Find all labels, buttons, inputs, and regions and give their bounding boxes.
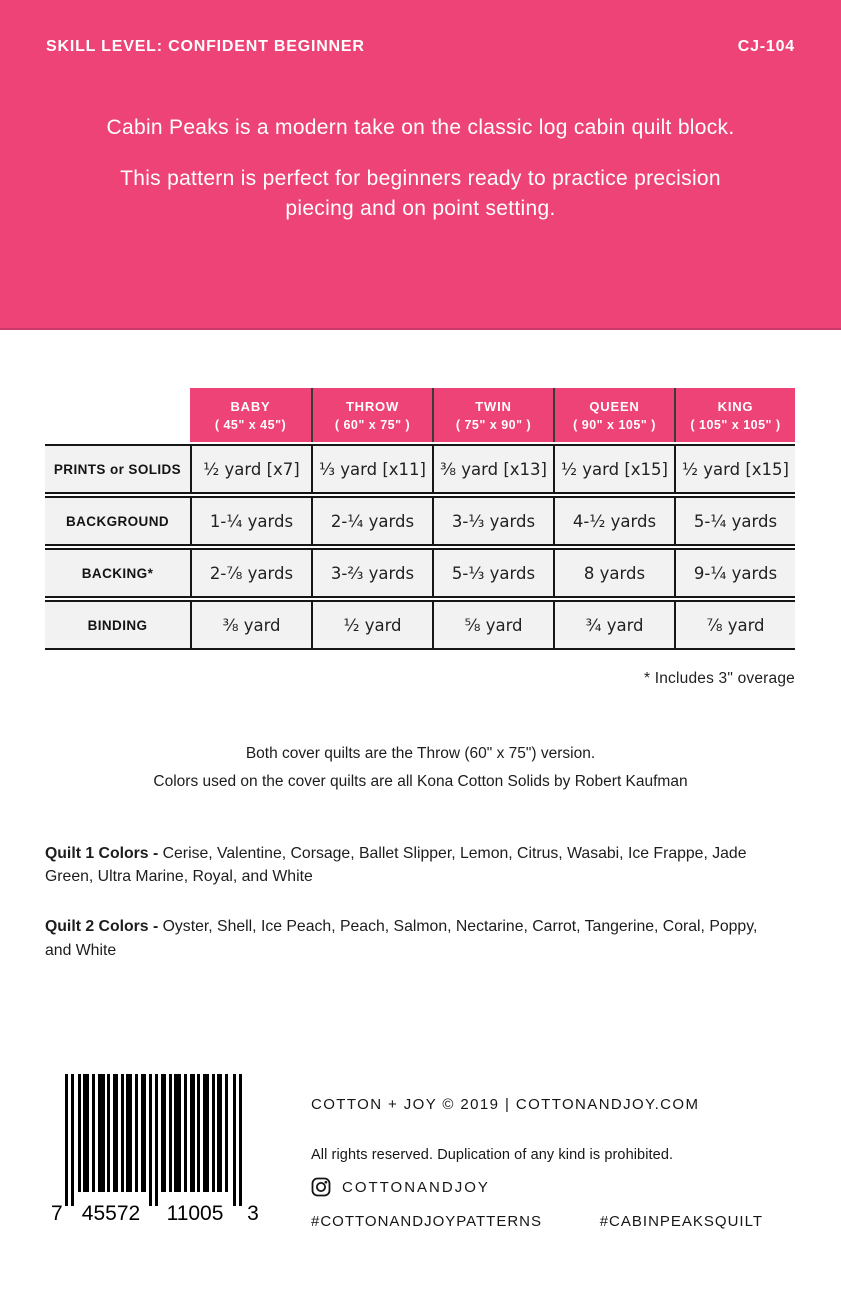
row-label: PRINTS or SOLIDS (45, 444, 190, 494)
yardage-cell: ⅜ yard [x13] (432, 444, 553, 494)
rights-line: All rights reserved. Duplication of any kind is prohibited. (311, 1147, 674, 1163)
cover-quilt-note (0, 740, 841, 796)
barcode-group-1: 45572 (81, 1202, 141, 1224)
instagram-icon (311, 1177, 331, 1197)
barcode-right-digit: 3 (247, 1202, 259, 1224)
hashtag-cabinpeaks: #CABINPEAKSQUILT (599, 1213, 763, 1230)
yardage-cell: ½ yard [x15] (553, 444, 674, 494)
yardage-cell: 4-½ yards (553, 496, 674, 546)
barcode-graphic (45, 1072, 259, 1224)
copyright-brand-line: COTTON + JOY © 2019 | COTTONANDJOY.COM (311, 1096, 700, 1113)
yardage-cell: 2-⅞ yards (190, 548, 311, 598)
tagline-primary: Cabin Peaks is a modern take on the classic log cabin quilt block. (106, 116, 735, 139)
row-label: BACKGROUND (45, 496, 190, 546)
quilt-2-colors: Quilt 2 Colors - Oyster, Shell, Ice Peach, Peach, Salmon, Nectarine, Carrot, Tangerine, Coral, Poppy, and White (45, 918, 758, 959)
yardage-cell: 2-¼ yards (311, 496, 432, 546)
quilt-color-lists (45, 842, 778, 963)
instagram-handle: COTTONANDJOY (342, 1178, 490, 1196)
yardage-section (45, 386, 795, 688)
yardage-cell: 9-¼ yards (674, 548, 795, 598)
hero-top-row (46, 38, 795, 56)
barcode-group-2: 11005 (166, 1202, 224, 1224)
footer (45, 1072, 763, 1230)
table-row-binding (45, 600, 795, 650)
skill-level-label: SKILL LEVEL: CONFIDENT BEGINNER (46, 38, 365, 55)
yardage-cell: ⅓ yard [x11] (311, 444, 432, 494)
barcode-left-digit: 7 (51, 1202, 63, 1224)
column-header-queen: QUEEN ( 90" x 105" ) (553, 388, 674, 442)
yardage-cell: 1-¼ yards (190, 496, 311, 546)
hashtags-row (311, 1213, 763, 1230)
column-header-king: KING ( 105" x 105" ) (674, 388, 795, 442)
table-row-prints (45, 444, 795, 494)
barcode (45, 1072, 259, 1229)
yardage-cell: ⅝ yard (432, 600, 553, 650)
cover-note-line1: Both cover quilts are the Throw (60" x 75") version. (245, 745, 596, 762)
yardage-cell: 8 yards (553, 548, 674, 598)
column-header-twin: TWIN ( 75" x 90" ) (432, 388, 553, 442)
hashtag-patterns: #COTTONANDJOYPATTERNS (311, 1213, 543, 1230)
hero-banner (0, 0, 841, 330)
yardage-cell: ¾ yard (553, 600, 674, 650)
column-header-baby: BABY ( 45" x 45") (190, 388, 311, 442)
yardage-cell: ⅜ yard (190, 600, 311, 650)
yardage-cell: 3-⅓ yards (432, 496, 553, 546)
yardage-cell: ½ yard (311, 600, 432, 650)
yardage-cell: 5-¼ yards (674, 496, 795, 546)
yardage-cell: ½ yard [x7] (190, 444, 311, 494)
row-label: BACKING* (45, 548, 190, 598)
tagline-secondary: This pattern is perfect for beginners ready to practice precision piecing and on point setting. (120, 167, 721, 220)
footer-info (311, 1072, 763, 1230)
quilt-1-colors: Quilt 1 Colors - Cerise, Valentine, Corsage, Ballet Slipper, Lemon, Citrus, Wasabi, Ice Frappe, Jade Green, Ultra Marine, Royal, and White (45, 844, 747, 886)
yardage-cell: 3-⅔ yards (311, 548, 432, 598)
column-header-throw: THROW ( 60" x 75" ) (311, 388, 432, 442)
row-label: BINDING (45, 600, 190, 650)
backing-footnote: * Includes 3" overage (643, 670, 795, 687)
table-row-backing (45, 548, 795, 598)
instagram-line (311, 1177, 763, 1197)
cover-note-line2: Colors used on the cover quilts are all Kona Cotton Solids by Robert Kaufman (153, 772, 688, 790)
yardage-cell: 5-⅓ yards (432, 548, 553, 598)
yardage-cell: ⅞ yard (674, 600, 795, 650)
yardage-cell: ½ yard [x15] (674, 444, 795, 494)
table-corner-cell (45, 388, 190, 442)
yardage-table (45, 386, 795, 652)
pattern-code: CJ-104 (737, 38, 795, 55)
table-row-background (45, 496, 795, 546)
table-header-row (45, 388, 795, 442)
